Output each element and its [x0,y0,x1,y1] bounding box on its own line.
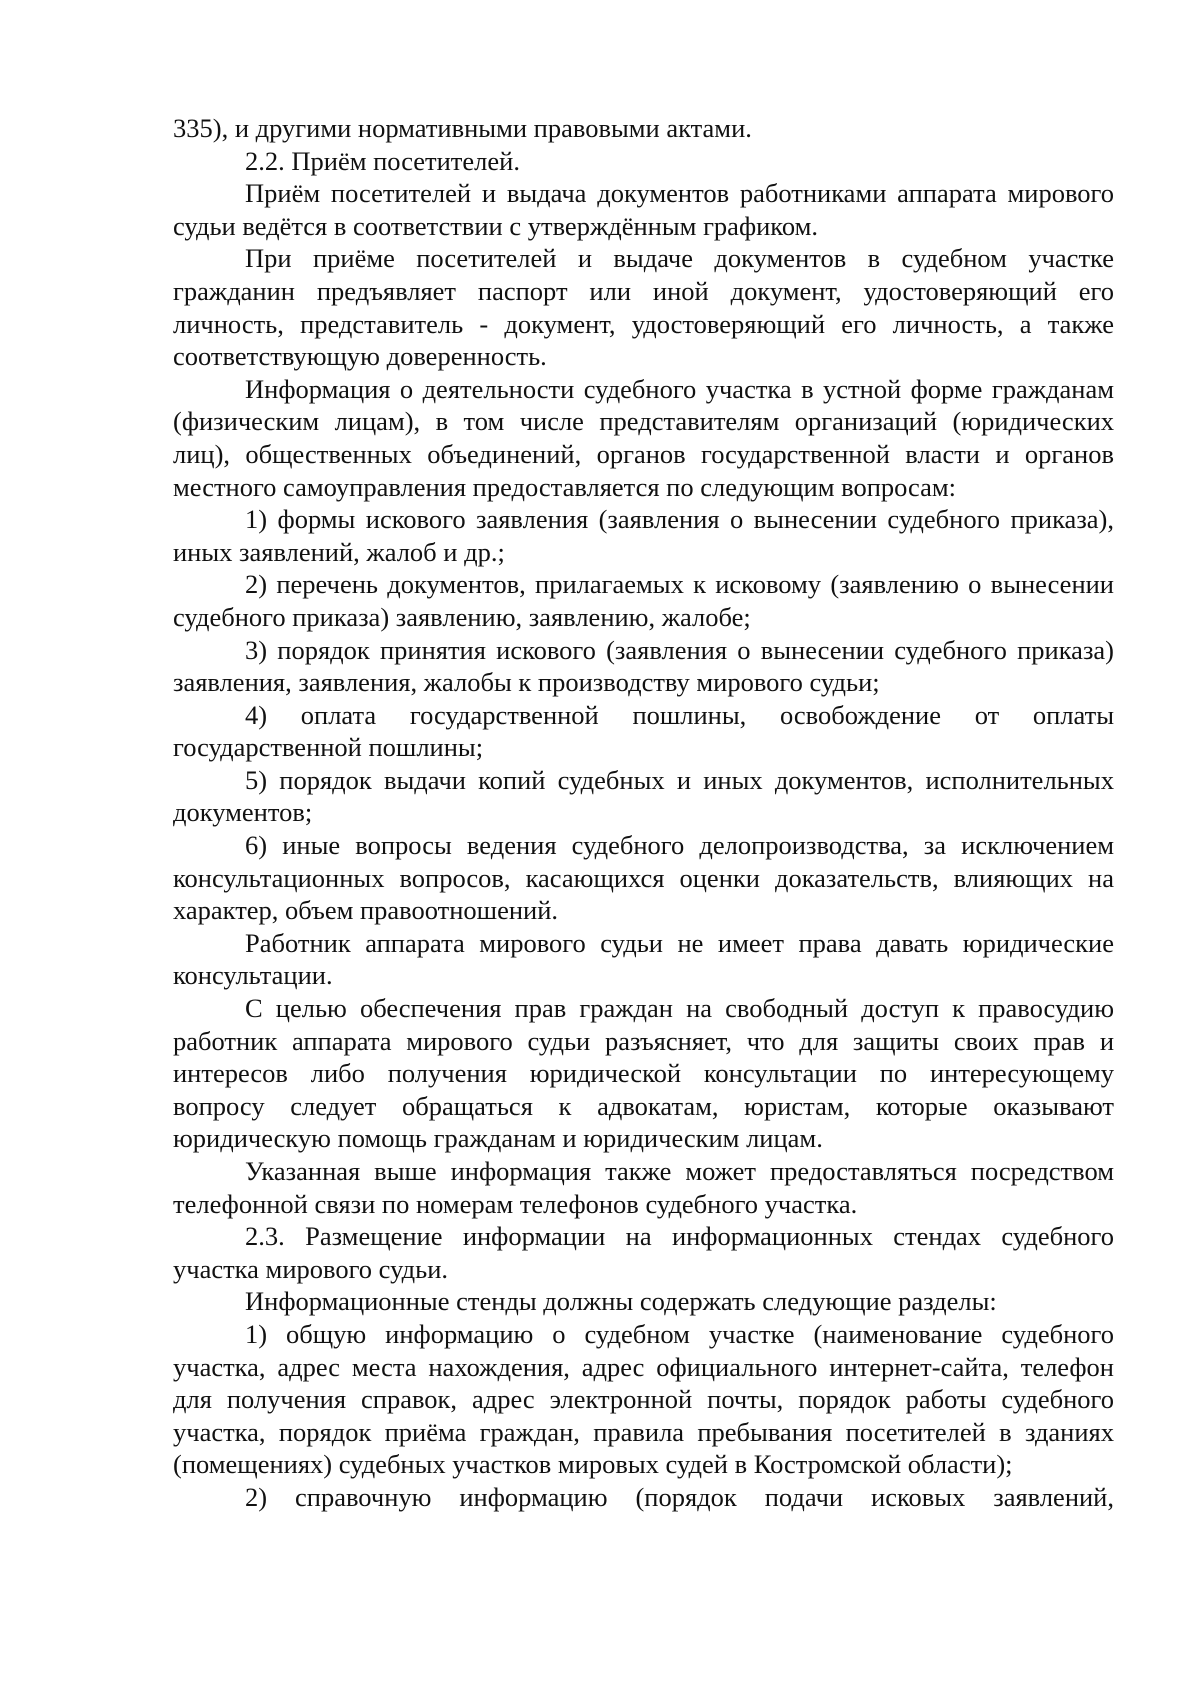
document-body [173,112,1114,1514]
stand-item-2: 2) справочную информацию (порядок подачи исковых заявлений, [245,1481,1114,1512]
list-item-2: 2) перечень документов, прилагаемых к исковому (заявлению о вынесении судебного приказа) заявлению, заявлению, жалобе; [173,569,1114,632]
paragraph-13: С целью обеспечения прав граждан на свободный доступ к правосудию работник аппарата мирового судьи разъясняет, что для защиты своих прав и интересов либо получения юридической консультации по интересующему вопросу следует обращаться к адвокатам, юристам, которые оказывают юридическую помощь гражданам и юридическим лицам. [173,993,1114,1154]
paragraph-14: Указанная выше информация также может предоставляться посредством телефонной связи по номерам телефонов судебного участка. [173,1156,1114,1219]
paragraph-3: Приём посетителей и выдача документов работниками аппарата мирового судьи ведётся в соответствии с утверждённым графиком. [173,178,1114,241]
list-item-5: 5) порядок выдачи копий судебных и иных документов, исполнительных документов; [173,764,1114,828]
list-item-1: 1) формы искового заявления (заявления о вынесении судебного приказа), иных заявлений, жалоб и др.; [173,504,1114,567]
paragraph-1: 335), и другими нормативными правовыми актами. [173,113,752,143]
stand-item-1: 1) общую информацию о судебном участке (наименование судебного участка, адрес места нахождения, адрес официального интернет-сайта, телефон для получения справок, адрес электронной почты, порядок работы судебного участка, порядок приёма граждан, правила пребывания посетителей в зданиях (помещениях) судебных участков мировых судей в Костромской области); [173,1318,1114,1480]
section-heading-2-3: 2.3. Размещение информации на информационных стендах судебного участка мирового судьи. [173,1221,1114,1284]
list-item-4: 4) оплата государственной пошлины, освобождение от оплаты государственной пошлины; [173,699,1114,763]
paragraph-16: Информационные стенды должны содержать следующие разделы: [245,1286,997,1317]
paragraph-4: При приёме посетителей и выдаче документов в судебном участке гражданин предъявляет паспорт или иной документ, удостоверяющий его личность, представитель - документ, удостоверяющий его личность, а также соответствующую доверенность. [173,243,1114,372]
section-heading-2-2: 2.2. Приём посетителей. [245,145,520,176]
list-item-3: 3) порядок принятия искового (заявления о вынесении судебного приказа) заявления, заявления, жалобы к производству мирового судьи; [173,634,1114,698]
paragraph-5: Информация о деятельности судебного участка в устной форме гражданам (физическим лицам), в том числе представителям организаций (юридических лиц), общественных объединений, органов государственной власти и органов местного самоуправления предоставляется по следующим вопросам: [173,373,1114,502]
list-item-6: 6) иные вопросы ведения судебного делопроизводства, за исключением консультационных вопросов, касающихся оценки доказательств, влияющих на характер, объем правоотношений. [173,830,1114,926]
paragraph-12: Работник аппарата мирового судьи не имеет права давать юридические консультации. [173,927,1114,991]
